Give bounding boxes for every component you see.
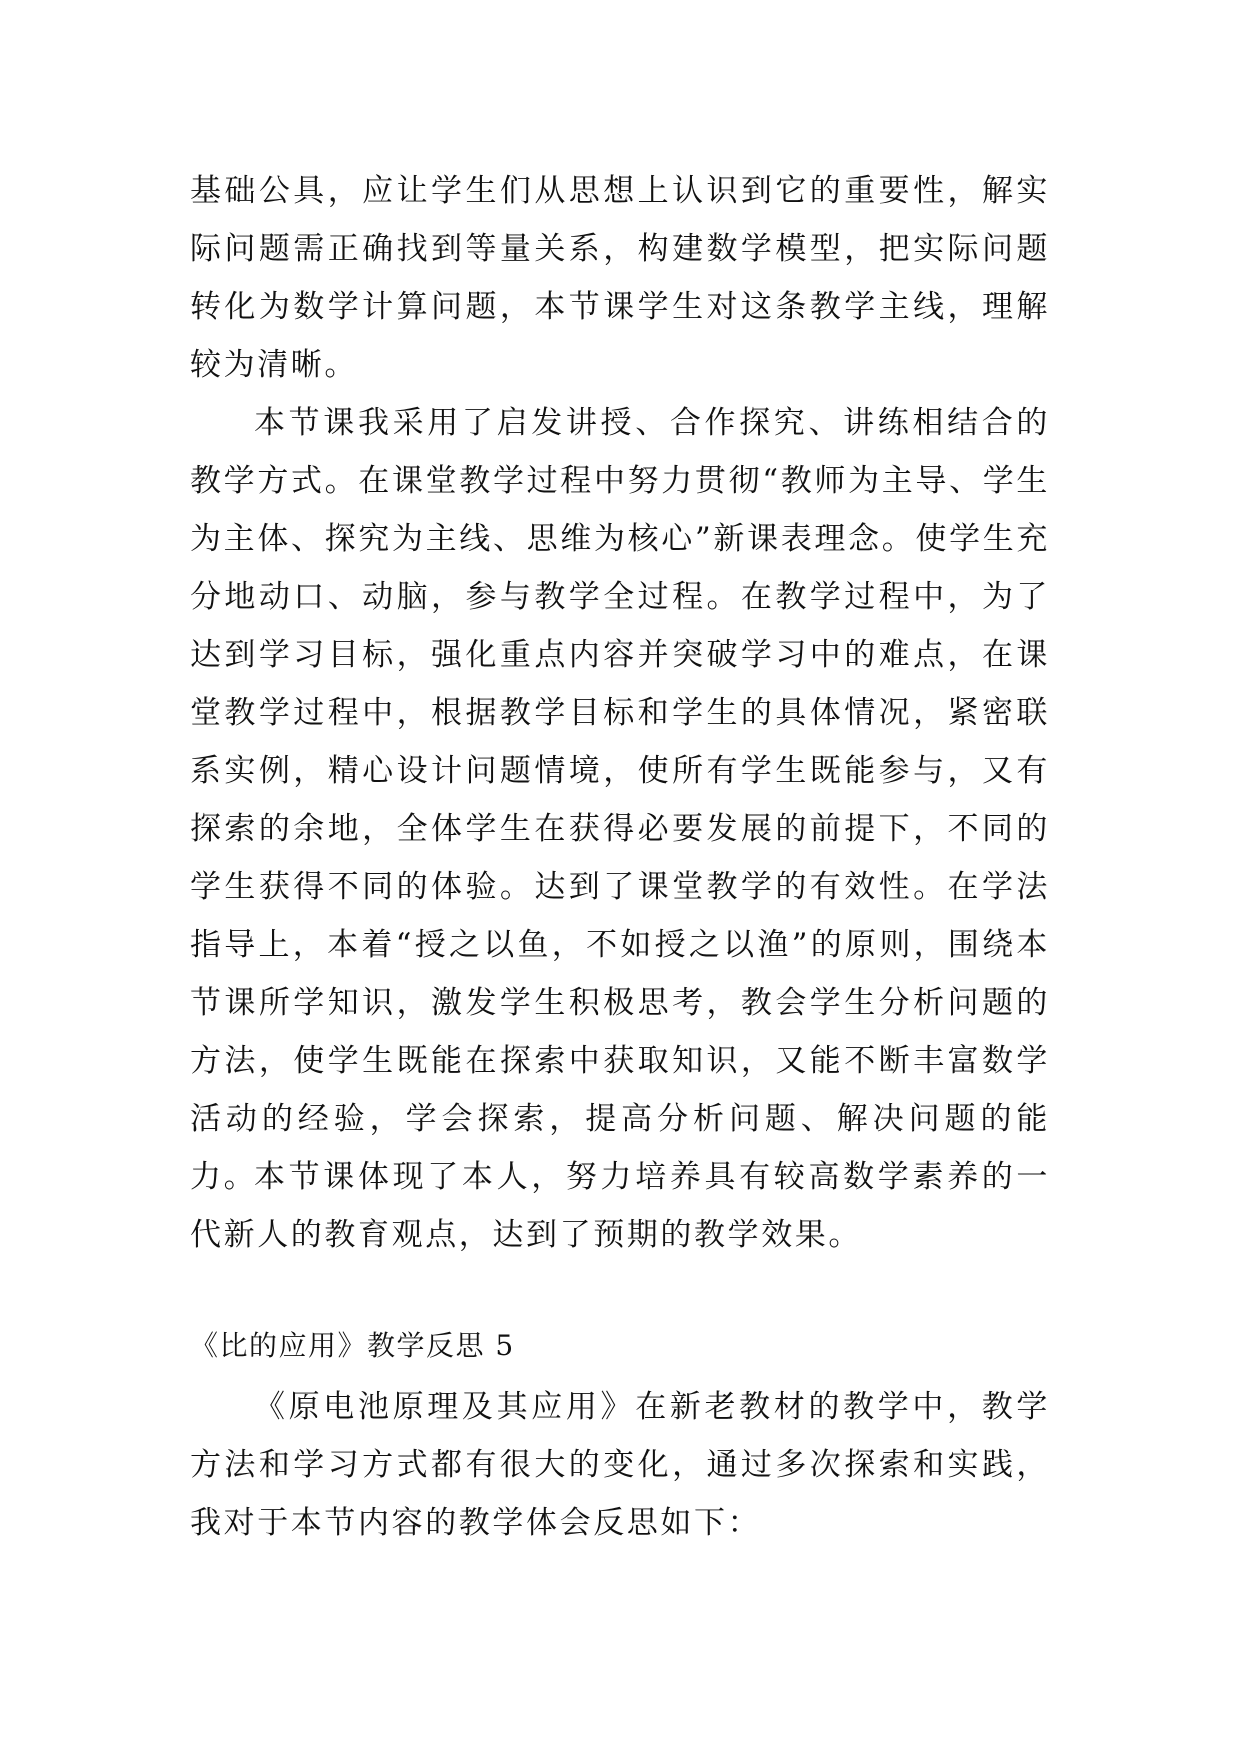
paragraph-text: 《原电池原理及其应用》在新老教材的教学中，教学方法和学习方式都有很大的变化，通过多次探索和实践，我对于本节内容的教学体会反思如下： xyxy=(190,1389,1050,1541)
paragraph-text: 本节课我采用了启发讲授、合作探究、讲练相结合的教学方式。在课堂教学过程中努力贯彻“教师为主导、学生为主体、探究为主线、思维为核心”新课表理念。使学生充分地动口、动脑，参与教学全过程。在教学过程中，为了达到学习目标，强化重点内容并突破学习中的难点，在课堂教学过程中，根据教学目标和学生的具体情况，紧密联系实例，精心设计问题情境，使所有学生既能参与，又有探索的余地，全体学生在获得必要发展的前提下，不同的学生获得不同的体验。达到了课堂教学的有效性。在学法指导上，本着“授之以鱼，不如授之以渔”的原则，围绕本节课所学知识，激发学生积极思考，教会学生分析问题的方法，使学生既能在探索中获取知识，又能不断丰富数学活动的经验，学会探索，提高分析问题、解决问题的能力。 xyxy=(190,405,1050,1195)
paragraph-text: 本节课体现了本人，努力培养具有较高数学素养的一代新人的教育观点，达到了预期的教学效果。 xyxy=(190,1159,1050,1253)
paragraph-text: 基础公具，应让学生们从思想上认识到它的重要性，解实际问题需正确找到等量关系，构建数学模型，把实际问题转化为数学计算问题，本节课学生对这条教学主线，理解较为清晰。 xyxy=(190,173,1050,383)
section-heading: 《比的应用》教学反思 5 xyxy=(190,1329,515,1362)
